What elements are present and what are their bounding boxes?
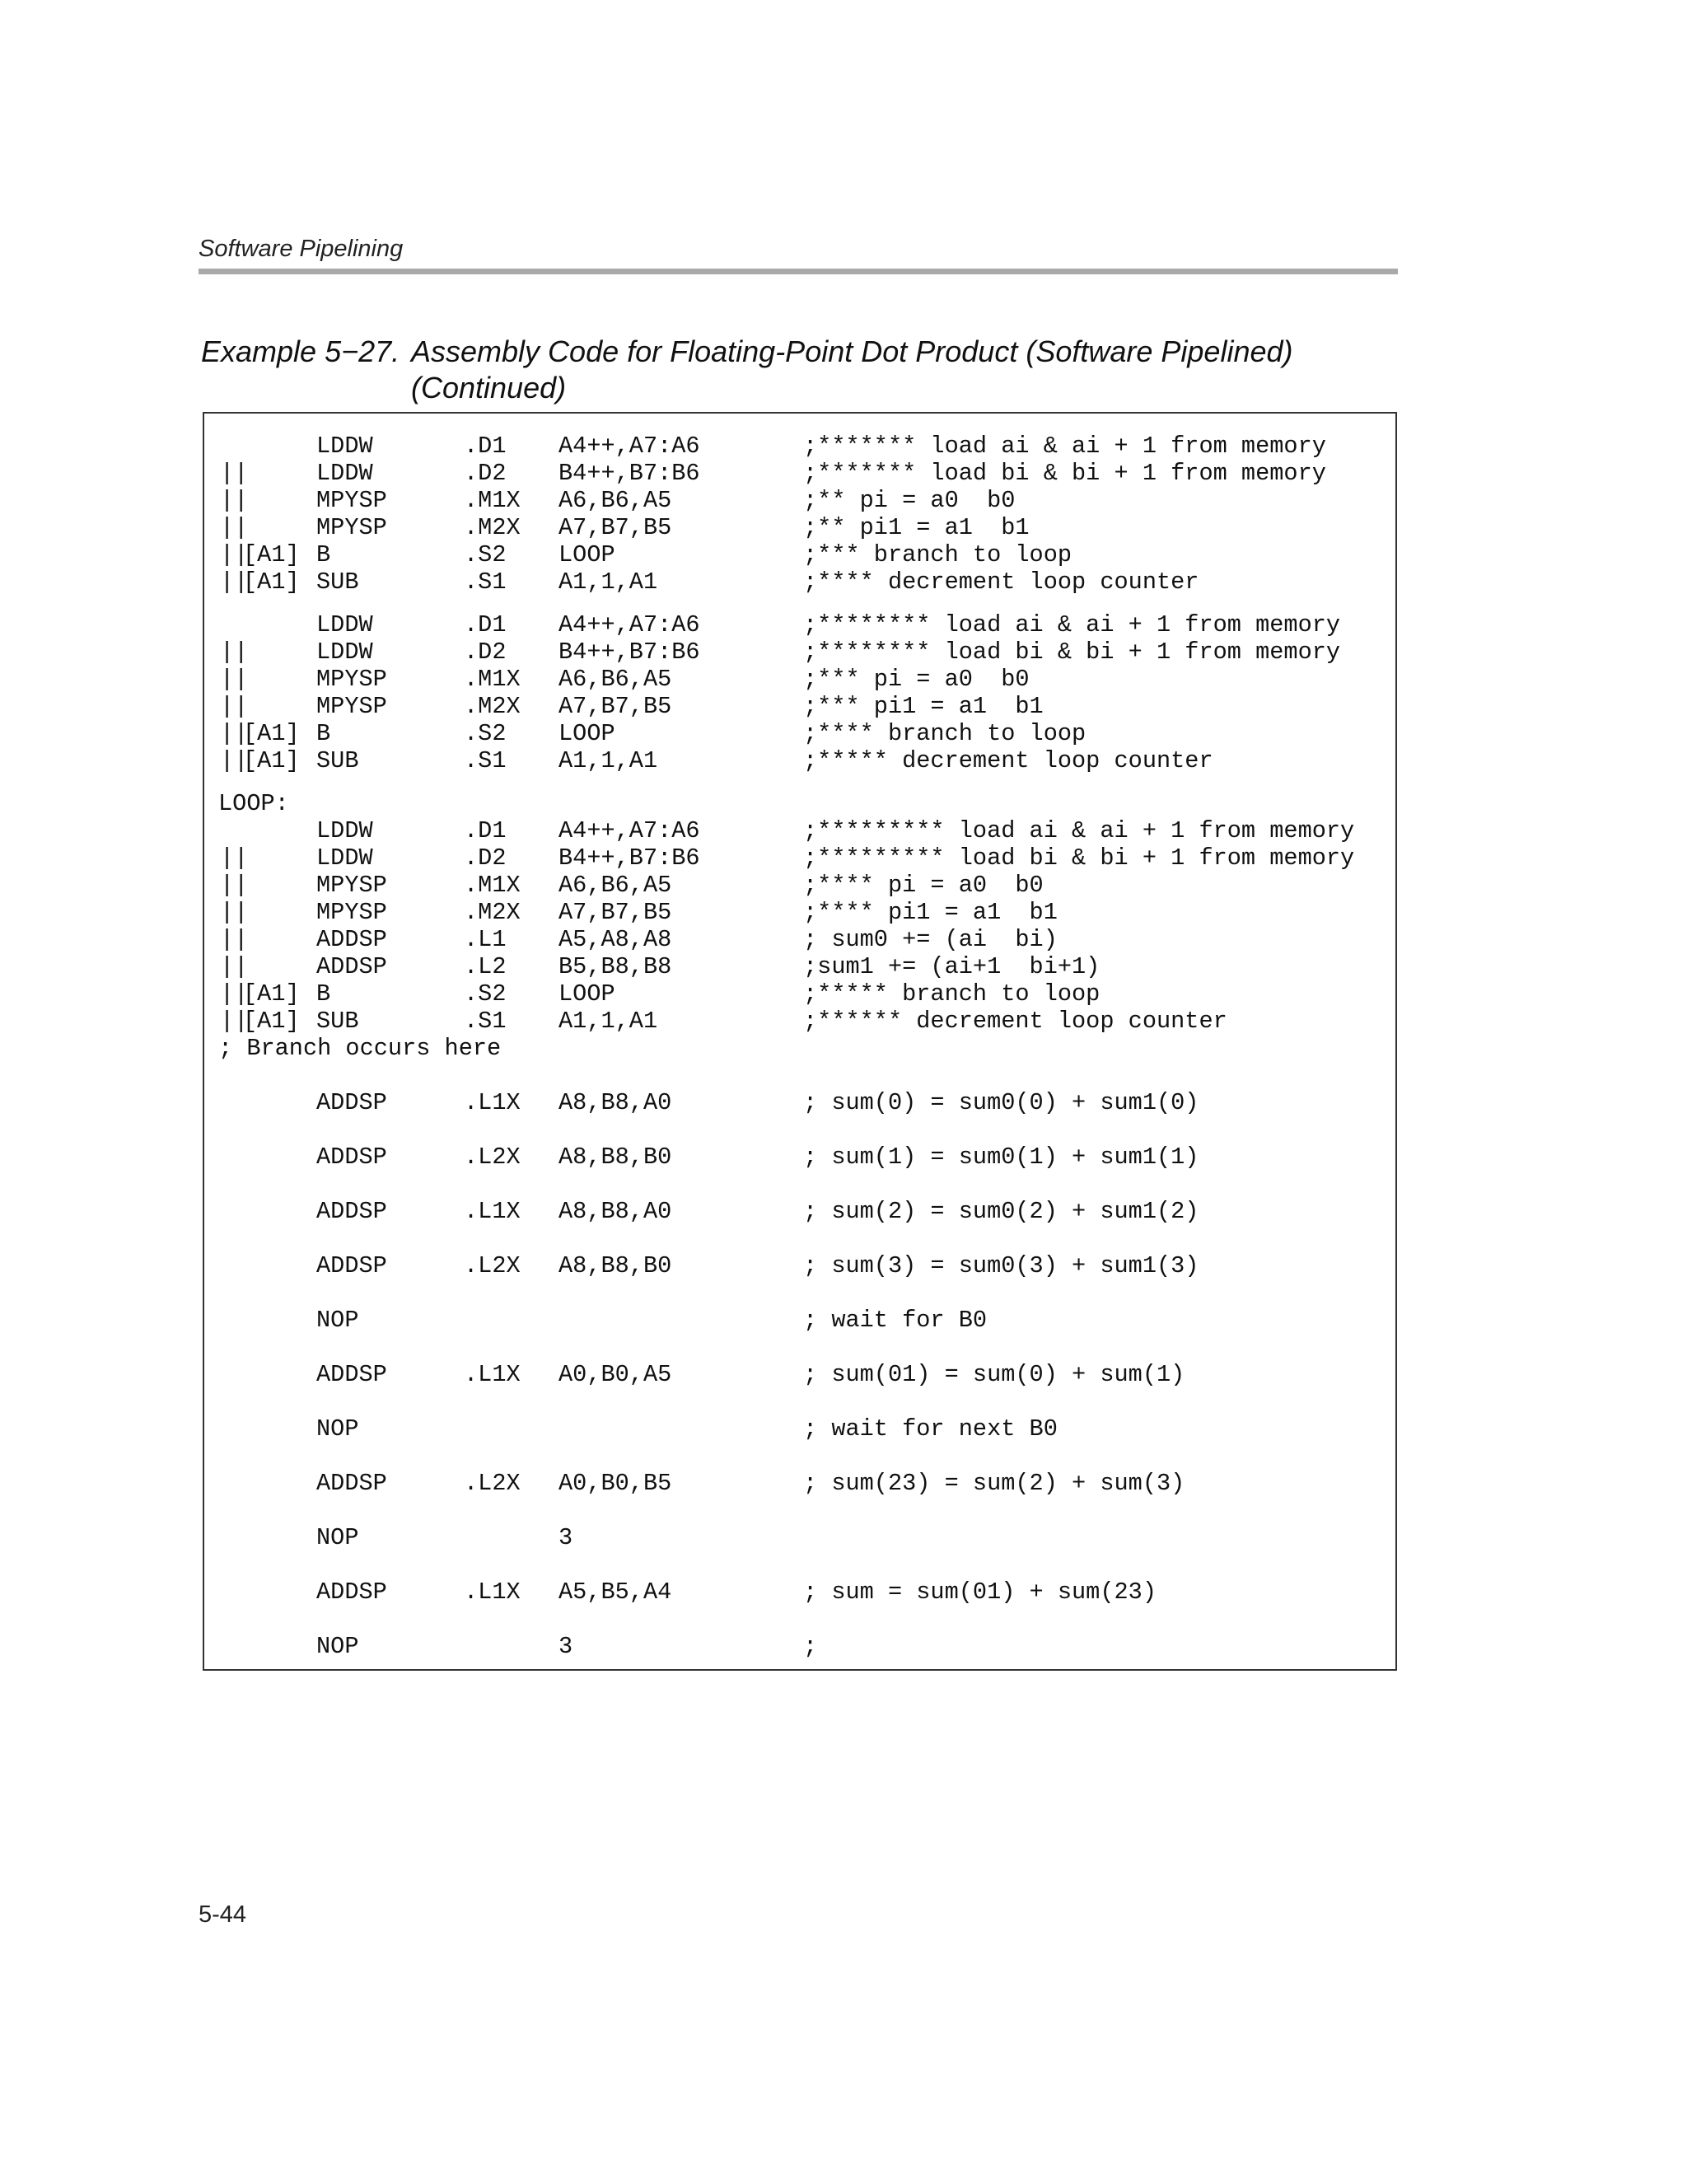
code-comment: ; wait for next B0 bbox=[803, 1415, 1058, 1443]
code-comment: ;**** pi = a0 b0 bbox=[803, 872, 1044, 899]
opcode: ADDSP bbox=[316, 1143, 387, 1171]
parallel-bars: || bbox=[220, 980, 249, 1008]
opcode: ADDSP bbox=[316, 1089, 387, 1116]
functional-unit: .S2 bbox=[464, 541, 507, 568]
functional-unit: .D2 bbox=[464, 638, 507, 666]
code-comment: ; wait for B0 bbox=[803, 1307, 988, 1334]
example-caption bbox=[201, 334, 1293, 406]
parallel-bars: || bbox=[220, 514, 249, 541]
functional-unit: .D1 bbox=[464, 433, 507, 460]
opcode: MPYSP bbox=[316, 487, 387, 514]
parallel-bars: || bbox=[220, 568, 249, 596]
code-comment: ;*** branch to loop bbox=[803, 541, 1072, 568]
code-comment: ; sum(0) = sum0(0) + sum1(0) bbox=[803, 1089, 1199, 1116]
code-comment: ;**** branch to loop bbox=[803, 720, 1087, 747]
operands: A1,1,A1 bbox=[558, 747, 658, 774]
functional-unit: .S1 bbox=[464, 1008, 507, 1035]
operands: LOOP bbox=[558, 541, 615, 568]
opcode: NOP bbox=[316, 1307, 359, 1334]
operands: A0,B0,B5 bbox=[558, 1470, 672, 1497]
running-header: Software Pipelining bbox=[199, 236, 404, 262]
opcode: ADDSP bbox=[316, 1198, 387, 1225]
opcode: MPYSP bbox=[316, 872, 387, 899]
parallel-bars: || bbox=[220, 541, 249, 568]
code-comment: ;** pi1 = a1 b1 bbox=[803, 514, 1030, 541]
caption-continued: (Continued) bbox=[411, 371, 567, 405]
functional-unit: .L1 bbox=[464, 926, 507, 953]
operands: 3 bbox=[558, 1633, 573, 1660]
functional-unit: .L2 bbox=[464, 953, 507, 980]
operands: A6,B6,A5 bbox=[558, 666, 672, 693]
code-comment: ;***** branch to loop bbox=[803, 980, 1101, 1008]
functional-unit: .M2X bbox=[464, 899, 521, 926]
opcode: SUB bbox=[316, 747, 359, 774]
code-comment: ;***** decrement loop counter bbox=[803, 747, 1213, 774]
predicate: [A1] bbox=[243, 747, 300, 774]
parallel-bars: || bbox=[220, 1008, 249, 1035]
code-comment: ; sum(3) = sum0(3) + sum1(3) bbox=[803, 1252, 1199, 1279]
code-comment: ;******** load ai & ai + 1 from memory bbox=[803, 611, 1341, 638]
functional-unit: .M1X bbox=[464, 487, 521, 514]
opcode: LDDW bbox=[316, 611, 373, 638]
code-comment: ; bbox=[803, 1633, 818, 1660]
code-comment: ;********* load ai & ai + 1 from memory bbox=[803, 817, 1355, 844]
operands: A8,B8,B0 bbox=[558, 1252, 672, 1279]
code-comment: ;** pi = a0 b0 bbox=[803, 487, 1016, 514]
parallel-bars: || bbox=[220, 953, 249, 980]
opcode: MPYSP bbox=[316, 666, 387, 693]
parallel-bars: || bbox=[220, 747, 249, 774]
code-comment: ;**** decrement loop counter bbox=[803, 568, 1199, 596]
predicate: [A1] bbox=[243, 1008, 300, 1035]
opcode: B bbox=[316, 980, 331, 1008]
opcode: LDDW bbox=[316, 817, 373, 844]
functional-unit: .M2X bbox=[464, 514, 521, 541]
predicate: [A1] bbox=[243, 720, 300, 747]
functional-unit: .S2 bbox=[464, 720, 507, 747]
predicate: [A1] bbox=[243, 568, 300, 596]
operands: B5,B8,B8 bbox=[558, 953, 672, 980]
parallel-bars: || bbox=[220, 872, 249, 899]
opcode: ADDSP bbox=[316, 1252, 387, 1279]
functional-unit: .M1X bbox=[464, 872, 521, 899]
operands: A5,B5,A4 bbox=[558, 1578, 672, 1606]
operands: A1,1,A1 bbox=[558, 1008, 658, 1035]
operands: LOOP bbox=[558, 720, 615, 747]
opcode: LDDW bbox=[316, 638, 373, 666]
functional-unit: .D2 bbox=[464, 460, 507, 487]
operands: 3 bbox=[558, 1524, 573, 1551]
opcode: SUB bbox=[316, 568, 359, 596]
code-comment: ; sum(01) = sum(0) + sum(1) bbox=[803, 1361, 1185, 1388]
caption-number: Example 5−27. bbox=[201, 334, 400, 368]
opcode: ADDSP bbox=[316, 1578, 387, 1606]
functional-unit: .M1X bbox=[464, 666, 521, 693]
parallel-bars: || bbox=[220, 638, 249, 666]
opcode: B bbox=[316, 541, 331, 568]
functional-unit: .D2 bbox=[464, 844, 507, 872]
operands: A7,B7,B5 bbox=[558, 514, 672, 541]
code-comment: ; sum0 += (ai bi) bbox=[803, 926, 1058, 953]
code-comment: ;****** decrement loop counter bbox=[803, 1008, 1227, 1035]
predicate: [A1] bbox=[243, 541, 300, 568]
functional-unit: .L1X bbox=[464, 1578, 521, 1606]
opcode: ADDSP bbox=[316, 926, 387, 953]
operands: A6,B6,A5 bbox=[558, 487, 672, 514]
opcode: LDDW bbox=[316, 844, 373, 872]
code-label: ; Branch occurs here bbox=[218, 1035, 502, 1062]
operands: A1,1,A1 bbox=[558, 568, 658, 596]
opcode: ADDSP bbox=[316, 1361, 387, 1388]
operands: B4++,B7:B6 bbox=[558, 844, 700, 872]
operands: A4++,A7:A6 bbox=[558, 817, 700, 844]
code-comment: ;sum1 += (ai+1 bi+1) bbox=[803, 953, 1101, 980]
functional-unit: .L1X bbox=[464, 1089, 521, 1116]
functional-unit: .S1 bbox=[464, 747, 507, 774]
operands: A8,B8,A0 bbox=[558, 1198, 672, 1225]
operands: A8,B8,A0 bbox=[558, 1089, 672, 1116]
opcode: ADDSP bbox=[316, 1470, 387, 1497]
operands: LOOP bbox=[558, 980, 615, 1008]
opcode: ADDSP bbox=[316, 953, 387, 980]
operands: A4++,A7:A6 bbox=[558, 611, 700, 638]
operands: B4++,B7:B6 bbox=[558, 460, 700, 487]
functional-unit: .D1 bbox=[464, 817, 507, 844]
predicate: [A1] bbox=[243, 980, 300, 1008]
operands: A4++,A7:A6 bbox=[558, 433, 700, 460]
operands: A7,B7,B5 bbox=[558, 693, 672, 720]
operands: A7,B7,B5 bbox=[558, 899, 672, 926]
functional-unit: .L2X bbox=[464, 1143, 521, 1171]
operands: A5,A8,A8 bbox=[558, 926, 672, 953]
functional-unit: .S1 bbox=[464, 568, 507, 596]
opcode: LDDW bbox=[316, 460, 373, 487]
opcode: NOP bbox=[316, 1633, 359, 1660]
code-comment: ;******** load bi & bi + 1 from memory bbox=[803, 638, 1341, 666]
parallel-bars: || bbox=[220, 844, 249, 872]
opcode: MPYSP bbox=[316, 514, 387, 541]
opcode: SUB bbox=[316, 1008, 359, 1035]
code-comment: ;**** pi1 = a1 b1 bbox=[803, 899, 1058, 926]
code-label: LOOP: bbox=[218, 790, 289, 817]
code-comment: ; sum(23) = sum(2) + sum(3) bbox=[803, 1470, 1185, 1497]
code-comment: ;********* load bi & bi + 1 from memory bbox=[803, 844, 1355, 872]
code-comment: ; sum(2) = sum0(2) + sum1(2) bbox=[803, 1198, 1199, 1225]
operands: A8,B8,B0 bbox=[558, 1143, 672, 1171]
functional-unit: .S2 bbox=[464, 980, 507, 1008]
code-comment: ; sum(1) = sum0(1) + sum1(1) bbox=[803, 1143, 1199, 1171]
functional-unit: .M2X bbox=[464, 693, 521, 720]
functional-unit: .D1 bbox=[464, 611, 507, 638]
functional-unit: .L1X bbox=[464, 1361, 521, 1388]
header-rule bbox=[199, 269, 1398, 274]
code-comment: ;******* load bi & bi + 1 from memory bbox=[803, 460, 1326, 487]
opcode: NOP bbox=[316, 1524, 359, 1551]
parallel-bars: || bbox=[220, 487, 249, 514]
parallel-bars: || bbox=[220, 899, 249, 926]
functional-unit: .L2X bbox=[464, 1470, 521, 1497]
opcode: MPYSP bbox=[316, 693, 387, 720]
operands: A6,B6,A5 bbox=[558, 872, 672, 899]
parallel-bars: || bbox=[220, 693, 249, 720]
caption-title: Assembly Code for Floating-Point Dot Product (Software Pipelined) bbox=[411, 334, 1293, 368]
functional-unit: .L1X bbox=[464, 1198, 521, 1225]
code-comment: ;*** pi = a0 b0 bbox=[803, 666, 1030, 693]
operands: A0,B0,A5 bbox=[558, 1361, 672, 1388]
parallel-bars: || bbox=[220, 926, 249, 953]
opcode: LDDW bbox=[316, 433, 373, 460]
functional-unit: .L2X bbox=[464, 1252, 521, 1279]
opcode: NOP bbox=[316, 1415, 359, 1443]
parallel-bars: || bbox=[220, 720, 249, 747]
parallel-bars: || bbox=[220, 666, 249, 693]
operands: B4++,B7:B6 bbox=[558, 638, 700, 666]
code-comment: ;*** pi1 = a1 b1 bbox=[803, 693, 1044, 720]
opcode: MPYSP bbox=[316, 899, 387, 926]
opcode: B bbox=[316, 720, 331, 747]
code-comment: ;******* load ai & ai + 1 from memory bbox=[803, 433, 1326, 460]
code-comment: ; sum = sum(01) + sum(23) bbox=[803, 1578, 1157, 1606]
parallel-bars: || bbox=[220, 460, 249, 487]
page-number: 5-44 bbox=[199, 1901, 247, 1928]
